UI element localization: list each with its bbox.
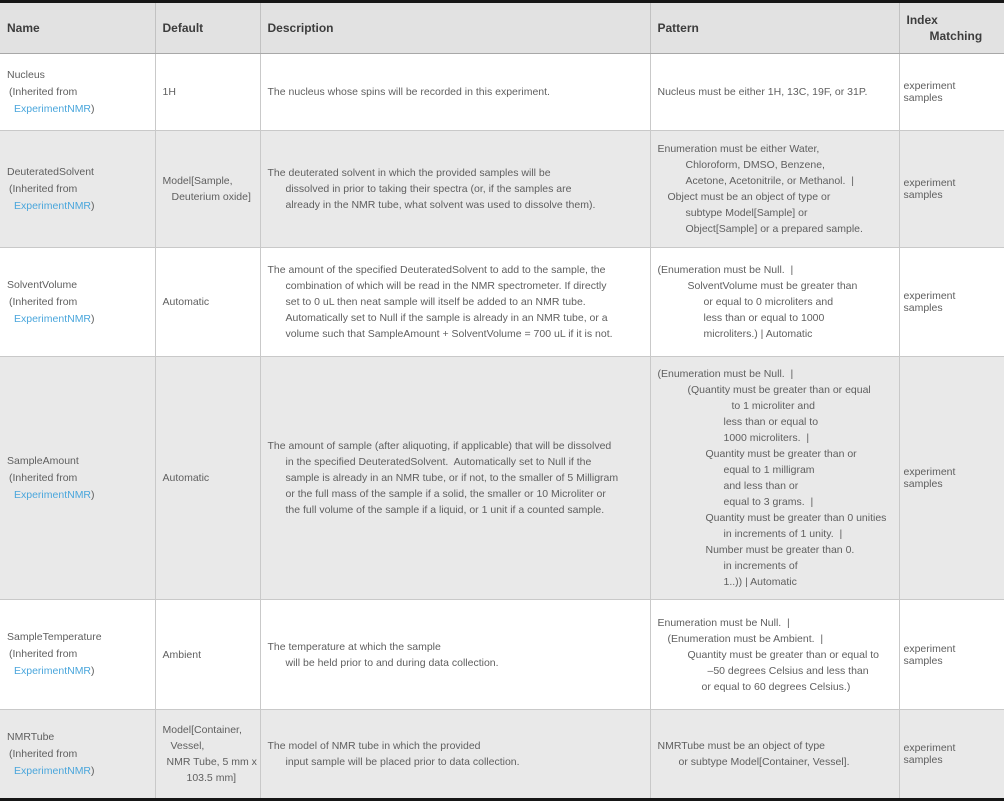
experimentnmr-link[interactable]: ExperimentNMR — [14, 102, 92, 115]
table-row — [0, 600, 1004, 710]
pattern-cell — [650, 710, 899, 800]
default-value-line: Model[Sample, — [162, 175, 233, 187]
pattern-line: (Quantity must be greater than or equal — [687, 384, 871, 396]
option-name: DeuteratedSolvent — [7, 165, 94, 178]
description-line: Automatically set to Null if the sample is already in an NMR tube, or a — [285, 312, 608, 324]
pattern-line: in increments of — [723, 560, 798, 572]
description-line: The temperature at which the sample — [267, 640, 441, 653]
pattern-line: Nucleus must be either 1H, 13C, 19F, or 31P. — [657, 86, 868, 98]
description-cell — [260, 131, 650, 248]
pattern-cell — [650, 54, 899, 131]
description-line: dissolved in prior to taking their spectra (or, if the samples are — [285, 183, 572, 195]
pattern-line: Enumeration must be either Water, — [657, 143, 820, 155]
pattern-line: to 1 microliter and — [731, 400, 815, 412]
default-value-cell — [155, 710, 260, 800]
pattern-line: less than or equal to — [723, 416, 819, 428]
inherited-from-text: (Inherited from — [9, 85, 78, 98]
option-name-cell — [0, 357, 155, 600]
column-header-name — [0, 2, 155, 54]
description-cell — [260, 710, 650, 800]
default-value-line: Ambient — [162, 648, 202, 661]
pattern-line: microliters.) | Automatic — [703, 328, 813, 340]
index-matching-cell — [899, 710, 1004, 800]
inherited-from-text: (Inherited from — [9, 182, 78, 195]
index-matching-cell — [899, 357, 1004, 600]
experimentnmr-link[interactable]: ExperimentNMR — [14, 199, 92, 212]
pattern-line: Object[Sample] or a prepared sample. — [685, 223, 863, 235]
default-value-line: Deuterium oxide] — [171, 191, 251, 203]
pattern-line: (Enumeration must be Null. | — [657, 368, 794, 380]
description-cell — [260, 54, 650, 131]
default-value-line: Automatic — [162, 296, 210, 308]
pattern-cell — [650, 131, 899, 248]
index-matching-value: experiment samples — [903, 80, 956, 104]
description-line: input sample will be placed prior to data collection. — [285, 756, 520, 768]
experimentnmr-link[interactable]: ExperimentNMR — [14, 488, 92, 501]
description-line: The deuterated solvent in which the provided samples will be — [267, 167, 551, 179]
inherited-link-line — [7, 663, 148, 680]
description-line: or the full mass of the sample if a solid, the smaller or 10 Microliter or — [285, 488, 606, 500]
description-line: will be held prior to and during data collection. — [285, 656, 499, 669]
option-name-cell — [0, 54, 155, 131]
inherited-suffix: ) — [91, 665, 95, 677]
index-matching-value: experiment samples — [903, 177, 956, 201]
default-value-cell — [155, 600, 260, 710]
index-matching-cell — [899, 131, 1004, 248]
description-cell — [260, 357, 650, 600]
column-header-index-line1: Index — [906, 13, 938, 27]
description-line: already in the NMR tube, what solvent was used to dissolve them). — [285, 199, 596, 211]
pattern-line: Enumeration must be Null. | — [657, 616, 790, 629]
description-line: set to 0 uL then neat sample will itself be added to an NMR tube. — [285, 296, 586, 308]
default-value-line: Vessel, — [170, 740, 205, 752]
pattern-line: subtype Model[Sample] or — [685, 207, 808, 219]
inherited-link-line — [7, 487, 148, 504]
default-value-cell — [155, 357, 260, 600]
header-row — [0, 2, 1004, 54]
pattern-line: equal to 3 grams. | — [723, 496, 814, 508]
pattern-line: Number must be greater than 0. — [705, 544, 855, 556]
index-matching-cell — [899, 248, 1004, 357]
pattern-line: 1000 microliters. | — [723, 432, 810, 444]
column-header-index-matching — [899, 2, 1004, 54]
inherited-from-text: (Inherited from — [9, 648, 78, 660]
table-row — [0, 54, 1004, 131]
pattern-line: less than or equal to 1000 — [703, 312, 825, 324]
column-header-name-label: Name — [7, 21, 40, 35]
option-name-cell — [0, 600, 155, 710]
table-row — [0, 357, 1004, 600]
index-matching-value: experiment samples — [903, 742, 956, 766]
column-header-pattern-label: Pattern — [657, 21, 699, 35]
inherited-suffix: ) — [91, 102, 95, 115]
default-value-cell — [155, 131, 260, 248]
inherited-link-line — [7, 311, 148, 328]
option-name: SampleAmount — [7, 454, 79, 467]
description-line: the full volume of the sample if a liquid, or 1 unit if a counted sample. — [285, 504, 605, 516]
inherited-suffix: ) — [91, 199, 95, 212]
column-header-default-label: Default — [162, 21, 204, 35]
column-header-pattern — [650, 2, 899, 54]
option-name-cell — [0, 710, 155, 800]
pattern-line: (Enumeration must be Ambient. | — [667, 632, 824, 645]
column-header-description-label: Description — [267, 21, 334, 35]
default-value-line: NMR Tube, 5 mm x — [166, 756, 257, 768]
index-matching-value: experiment samples — [903, 642, 956, 667]
pattern-line: Quantity must be greater than or — [705, 448, 857, 460]
pattern-line: or subtype Model[Container, Vessel]. — [678, 756, 850, 768]
description-line: The model of NMR tube in which the provided — [267, 740, 481, 752]
table-row — [0, 710, 1004, 800]
option-name: Nucleus — [7, 68, 45, 81]
inherited-from-text: (Inherited from — [9, 747, 78, 760]
pattern-line: 1..)) | Automatic — [723, 576, 797, 588]
inherited-link-line — [7, 763, 148, 780]
column-header-description — [260, 2, 650, 54]
pattern-line: and less than or — [723, 480, 799, 492]
description-line: volume such that SampleAmount + SolventVolume = 700 uL if it is not. — [285, 328, 613, 340]
default-value-line: 1H — [162, 86, 176, 98]
inherited-from-text: (Inherited from — [9, 471, 78, 484]
experimentnmr-link[interactable]: ExperimentNMR — [14, 764, 92, 777]
description-cell — [260, 248, 650, 357]
pattern-line: NMRTube must be an object of type — [657, 740, 826, 752]
pattern-line: Chloroform, DMSO, Benzene, — [685, 159, 825, 171]
inherited-from-text: (Inherited from — [9, 295, 78, 308]
table-row — [0, 131, 1004, 248]
pattern-cell — [650, 248, 899, 357]
index-matching-cell — [899, 54, 1004, 131]
inherited-suffix: ) — [91, 312, 95, 325]
inherited-suffix: ) — [91, 488, 95, 501]
table-body — [0, 54, 1004, 800]
column-header-default — [155, 2, 260, 54]
default-value-line: Automatic — [162, 472, 210, 484]
option-name: NMRTube — [7, 730, 55, 743]
pattern-cell — [650, 357, 899, 600]
default-value-cell — [155, 248, 260, 357]
option-name: SolventVolume — [7, 278, 78, 291]
table-row — [0, 248, 1004, 357]
pattern-line: or equal to 0 microliters and — [703, 296, 834, 308]
description-line: The amount of the specified DeuteratedSolvent to add to the sample, the — [267, 264, 606, 276]
experimentnmr-link[interactable]: ExperimentNMR — [14, 665, 92, 677]
pattern-line: (Enumeration must be Null. | — [657, 264, 794, 276]
pattern-line: Quantity must be greater than 0 unities — [705, 512, 887, 524]
description-line: The amount of sample (after aliquoting, if applicable) that will be dissolved — [267, 440, 612, 452]
description-line: combination of which will be read in the NMR spectrometer. If directly — [285, 280, 607, 292]
default-value-line: Model[Container, — [162, 724, 242, 736]
column-header-index-line2: Matching — [929, 29, 983, 43]
description-line: sample is already in an NMR tube, or if not, to the smaller of 5 Milligram — [285, 472, 619, 484]
default-value-line: 103.5 mm] — [186, 772, 237, 784]
inherited-link-line — [7, 198, 148, 215]
description-line: in the specified DeuteratedSolvent. Automatically set to Null if the — [285, 456, 592, 468]
pattern-cell — [650, 600, 899, 710]
experimentnmr-link[interactable]: ExperimentNMR — [14, 312, 92, 325]
option-name-cell — [0, 248, 155, 357]
pattern-line: in increments of 1 unity. | — [723, 528, 843, 540]
index-matching-value: experiment samples — [903, 290, 956, 314]
pattern-line: –50 degrees Celsius and less than — [707, 664, 869, 677]
index-matching-cell — [899, 600, 1004, 710]
inherited-link-line — [7, 101, 148, 118]
index-matching-value: experiment samples — [903, 466, 956, 490]
option-name: SampleTemperature — [7, 631, 102, 643]
description-line: The nucleus whose spins will be recorded in this experiment. — [267, 86, 550, 98]
pattern-line: Object must be an object of type or — [667, 191, 831, 203]
option-name-cell — [0, 131, 155, 248]
default-value-cell — [155, 54, 260, 131]
pattern-line: equal to 1 milligram — [723, 464, 815, 476]
table-header — [0, 2, 1004, 54]
inherited-suffix: ) — [91, 764, 95, 777]
pattern-line: SolventVolume must be greater than — [687, 280, 858, 292]
pattern-line: or equal to 60 degrees Celsius.) — [701, 680, 851, 693]
pattern-line: Acetone, Acetonitrile, or Methanol. | — [685, 175, 854, 187]
pattern-line: Quantity must be greater than or equal to — [687, 648, 879, 661]
description-cell — [260, 600, 650, 710]
